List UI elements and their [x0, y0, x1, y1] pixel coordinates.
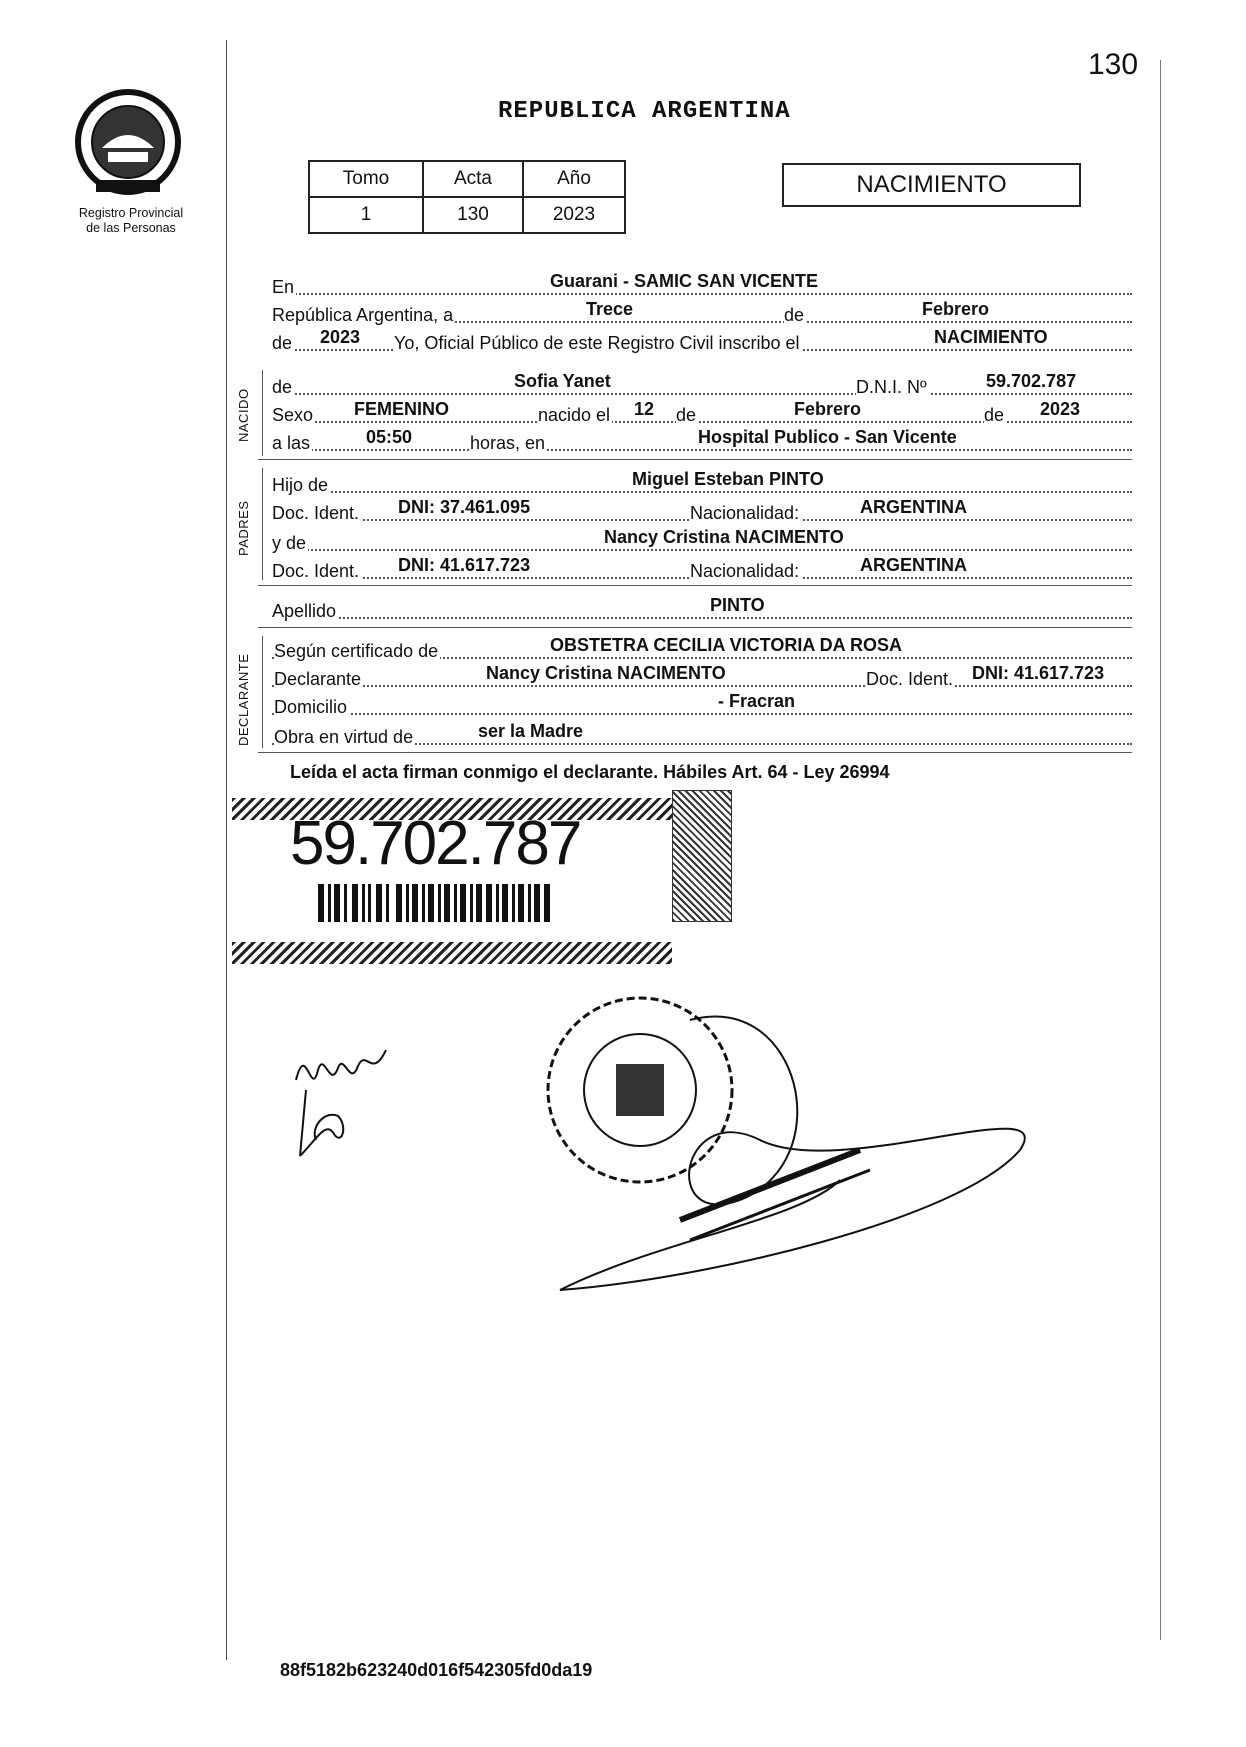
- side-label-nacido: NACIDO: [236, 388, 251, 442]
- record-table: [308, 160, 626, 234]
- handwritten-signature: [286, 1030, 396, 1160]
- barcode: [318, 884, 554, 922]
- dni-large-number: 59.702.787: [290, 809, 581, 878]
- row-domicilio: [272, 691, 1132, 720]
- label-nacido-el: nacido el: [538, 405, 611, 425]
- closing-note: Leída el acta firman conmigo el declarante. Hábiles Art. 64 - Ley 26994: [290, 762, 890, 782]
- label-sexo: Sexo: [272, 405, 314, 425]
- row-obra: [272, 721, 1132, 750]
- header-anio: Año: [523, 161, 625, 197]
- label-de1: de: [784, 305, 805, 325]
- row-padre-doc: [272, 497, 1132, 526]
- value-padre-nac: ARGENTINA: [860, 497, 967, 517]
- value-acta: 130: [423, 197, 523, 233]
- label-obra: Obra en virtud de: [274, 727, 414, 747]
- row-padre: [272, 469, 1132, 498]
- value-declarante-doc: DNI: 41.617.723: [972, 663, 1105, 683]
- value-hora: 05:50: [366, 427, 413, 447]
- value-madre-nac: ARGENTINA: [860, 555, 967, 575]
- label-domicilio: Domicilio: [274, 697, 348, 717]
- label-de5: de: [984, 405, 1005, 425]
- row-lugar: [272, 271, 1132, 300]
- value-obra: ser la Madre: [478, 721, 584, 741]
- separator-declarante: [258, 752, 1132, 753]
- value-mes-nac: Febrero: [794, 399, 862, 419]
- province-seal-logo: [72, 86, 184, 198]
- row-apellido: [272, 595, 1132, 624]
- row-inscripcion: [272, 327, 1132, 356]
- label-y-de: y de: [272, 533, 307, 553]
- row-certificado: [272, 635, 1132, 664]
- label-nacionalidad2: Nacionalidad:: [690, 561, 800, 581]
- padres-bracket: [262, 468, 263, 580]
- label-de2: de: [272, 333, 293, 353]
- value-nombre: Sofia Yanet: [514, 371, 611, 391]
- label-doc-ident2: Doc. Ident.: [272, 561, 360, 581]
- nacido-bracket: [262, 370, 263, 456]
- value-declarante: Nancy Cristina NACIMENTO: [486, 663, 726, 683]
- row-nombre: [272, 371, 1132, 400]
- label-yo: Yo, Oficial Público de este Registro Civil inscribo el: [394, 333, 800, 353]
- header-tomo: Tomo: [309, 161, 423, 197]
- value-padre-doc: DNI: 37.461.095: [398, 497, 531, 517]
- value-anio-nac: 2023: [1040, 399, 1081, 419]
- document-title: REPUBLICA ARGENTINA: [498, 98, 791, 125]
- label-en: En: [272, 277, 295, 297]
- registry-caption: [56, 206, 206, 236]
- registry-caption-line2: de las Personas: [86, 221, 176, 235]
- header-acta: Acta: [423, 161, 523, 197]
- row-madre: [272, 527, 1132, 556]
- label-republica: República Argentina, a: [272, 305, 454, 325]
- record-type-box: NACIMIENTO: [782, 163, 1081, 207]
- label-hijo-de: Hijo de: [272, 475, 329, 495]
- left-margin-line: [226, 40, 227, 1660]
- value-madre: Nancy Cristina NACIMENTO: [604, 527, 844, 547]
- row-declarante: [272, 663, 1132, 692]
- label-declarante: Declarante: [274, 669, 362, 689]
- label-de4: de: [676, 405, 697, 425]
- row-fecha: [272, 299, 1132, 328]
- separator-padres: [258, 585, 1132, 586]
- value-anio: 2023: [523, 197, 625, 233]
- value-madre-doc: DNI: 41.617.723: [398, 555, 531, 575]
- right-margin-line: [1160, 60, 1161, 1640]
- value-tomo: 1: [309, 197, 423, 233]
- value-dni: 59.702.787: [986, 371, 1077, 391]
- declarante-bracket: [262, 636, 263, 748]
- value-certificado: OBSTETRA CECILIA VICTORIA DA ROSA: [550, 635, 903, 655]
- side-label-padres: PADRES: [236, 500, 251, 556]
- page-number: 130: [1088, 48, 1139, 81]
- value-lugar-nac: Hospital Publico - San Vicente: [698, 427, 957, 447]
- row-madre-doc: [272, 555, 1132, 584]
- label-apellido: Apellido: [272, 601, 337, 621]
- registry-caption-line1: Registro Provincial: [78, 206, 184, 220]
- label-dni: D.N.I. Nº: [856, 377, 927, 397]
- security-band-bottom: [232, 942, 672, 964]
- label-doc-ident3: Doc. Ident.: [866, 669, 954, 689]
- value-dia-letras: Trece: [586, 299, 634, 319]
- official-stamp-and-signature: [540, 980, 1040, 1320]
- value-dia-nac: 12: [634, 399, 655, 419]
- hologram-sticker: [672, 790, 732, 922]
- value-anio: 2023: [320, 327, 361, 347]
- label-a-las: a las: [272, 433, 311, 453]
- value-domicilio: - Fracran: [718, 691, 796, 711]
- separator-apellido: [258, 627, 1132, 628]
- value-padre: Miguel Esteban PINTO: [632, 469, 824, 489]
- separator-nacido: [258, 459, 1132, 460]
- label-nacionalidad1: Nacionalidad:: [690, 503, 800, 523]
- value-mes: Febrero: [922, 299, 990, 319]
- label-segun: Según certificado de: [274, 641, 439, 661]
- value-sexo: FEMENINO: [354, 399, 450, 419]
- side-label-declarante: DECLARANTE: [236, 653, 251, 746]
- label-horas-en: horas, en: [470, 433, 546, 453]
- label-de3: de: [272, 377, 293, 397]
- value-acto: NACIMIENTO: [934, 327, 1048, 347]
- label-doc-ident1: Doc. Ident.: [272, 503, 360, 523]
- row-hora: [272, 427, 1132, 456]
- document-hash: 88f5182b623240d016f542305fd0da19: [280, 1660, 593, 1680]
- value-lugar: Guarani - SAMIC SAN VICENTE: [550, 271, 819, 291]
- row-sexo: [272, 399, 1132, 428]
- value-apellido: PINTO: [710, 595, 765, 615]
